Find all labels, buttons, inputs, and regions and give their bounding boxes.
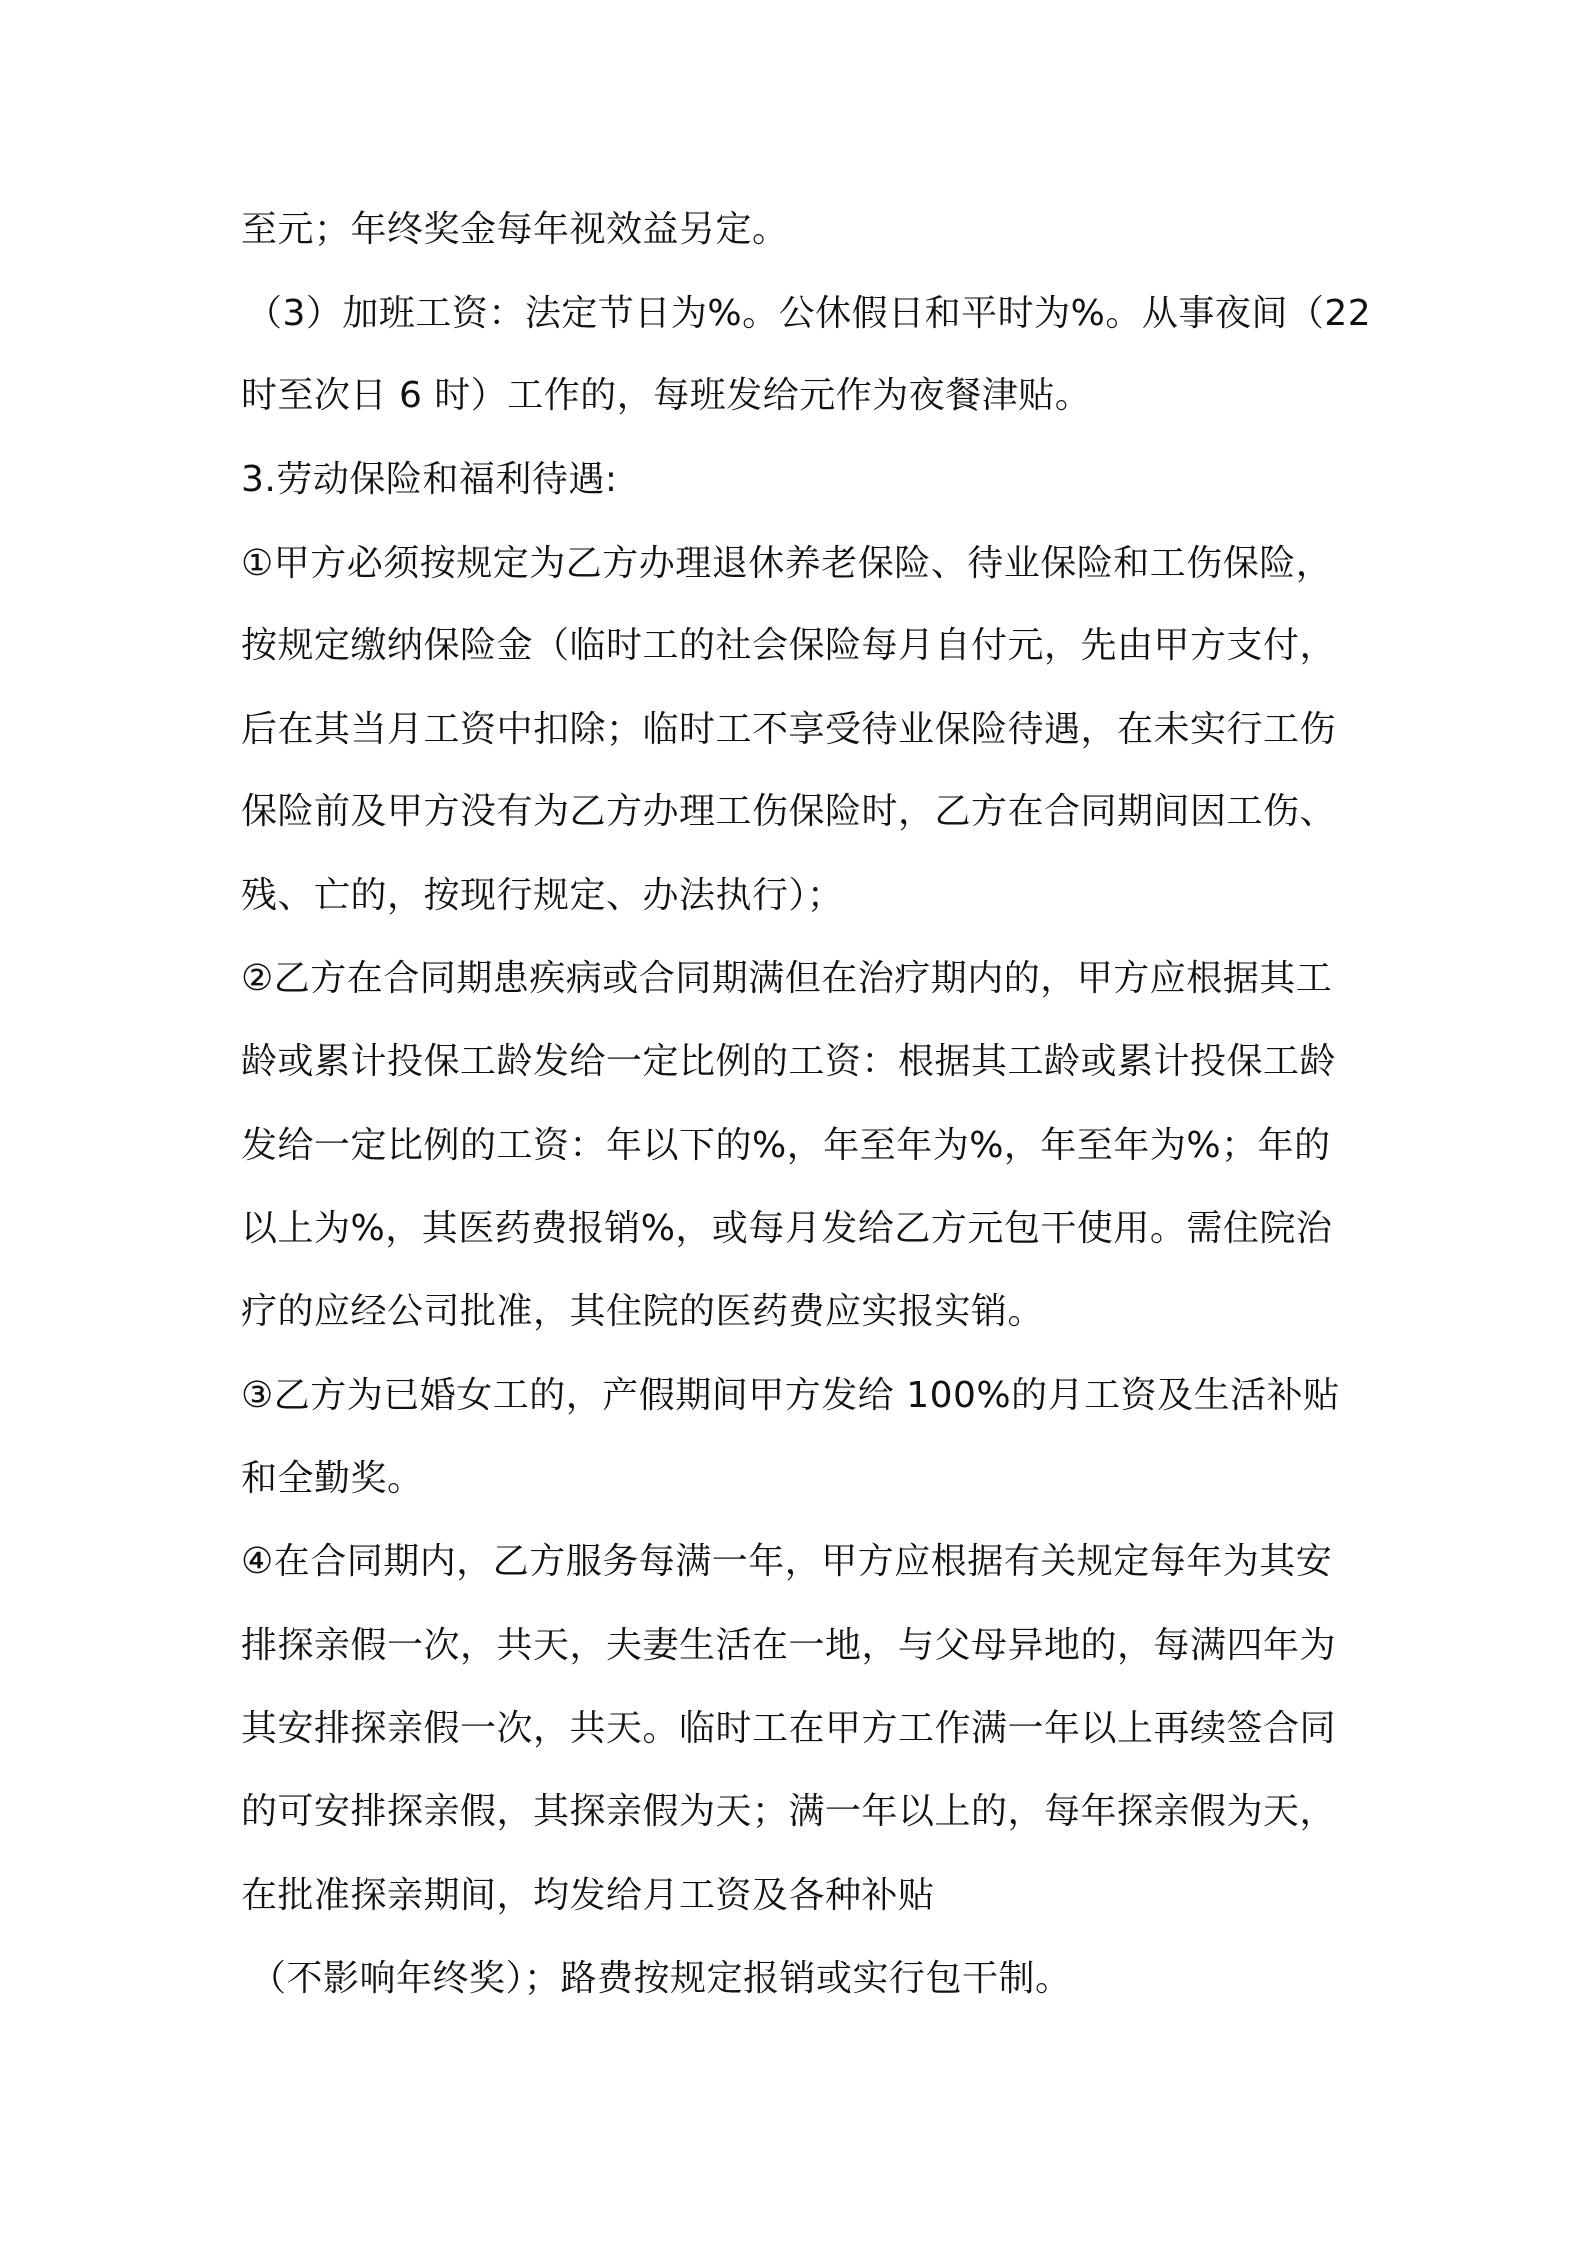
text-line: ④在合同期内，乙方服务每满一年，甲方应根据有关规定每年为其安 xyxy=(241,1541,1333,1582)
text-line: 后在其当月工资中扣除；临时工不享受待业保险待遇，在未实行工伤 xyxy=(241,709,1337,750)
text-line: 其安排探亲假一次，共天。临时工在甲方工作满一年以上再续签合同 xyxy=(241,1708,1337,1749)
section-heading: 3.劳动保险和福利待遇: xyxy=(241,459,618,500)
text-line: 残、亡的，按现行规定、办法执行）； xyxy=(241,875,844,916)
text-line: 龄或累计投保工龄发给一定比例的工资：根据其工龄或累计投保工龄 xyxy=(241,1041,1337,1082)
text-line: 在批准探亲期间，均发给月工资及各种补贴 xyxy=(241,1875,935,1916)
text-line: 时至次日 6 时）工作的，每班发给元作为夜餐津贴。 xyxy=(241,375,1092,416)
text-line: 疗的应经公司批准，其住院的医药费应实报实销。 xyxy=(241,1291,1045,1332)
text-line: ②乙方在合同期患疾病或合同期满但在治疗期内的，甲方应根据其工 xyxy=(241,958,1333,999)
text-line: 和全勤奖。 xyxy=(241,1458,424,1499)
text-line: 至元；年终奖金每年视效益另定。 xyxy=(241,209,789,250)
text-line: 按规定缴纳保险金（临时工的社会保险每月自付元，先由甲方支付， xyxy=(241,625,1337,666)
text-line: ①甲方必须按规定为乙方办理退休养老保险、待业保险和工伤保险， xyxy=(241,543,1333,584)
text-line: 发给一定比例的工资：年以下的%，年至年为%，年至年为%；年的 xyxy=(241,1125,1331,1166)
text-line: ③乙方为已婚女工的，产假期间甲方发给 100%的月工资及生活补贴 xyxy=(241,1375,1340,1416)
text-line: （3）加班工资：法定节日为%。公休假日和平时为%。从事夜间（22 xyxy=(246,293,1372,334)
text-line: 以上为%，其医药费报销%，或每月发给乙方元包干使用。需住院治 xyxy=(241,1208,1333,1249)
text-line: 的可安排探亲假，其探亲假为天；满一年以上的，每年探亲假为天， xyxy=(241,1791,1337,1832)
text-line: （不影响年终奖）；路费按规定报销或实行包干制。 xyxy=(250,1958,1072,1999)
text-line: 保险前及甲方没有为乙方办理工伤保险时，乙方在合同期间因工伤、 xyxy=(241,791,1337,832)
text-line: 排探亲假一次，共天，夫妻生活在一地，与父母异地的，每满四年为 xyxy=(241,1625,1337,1666)
